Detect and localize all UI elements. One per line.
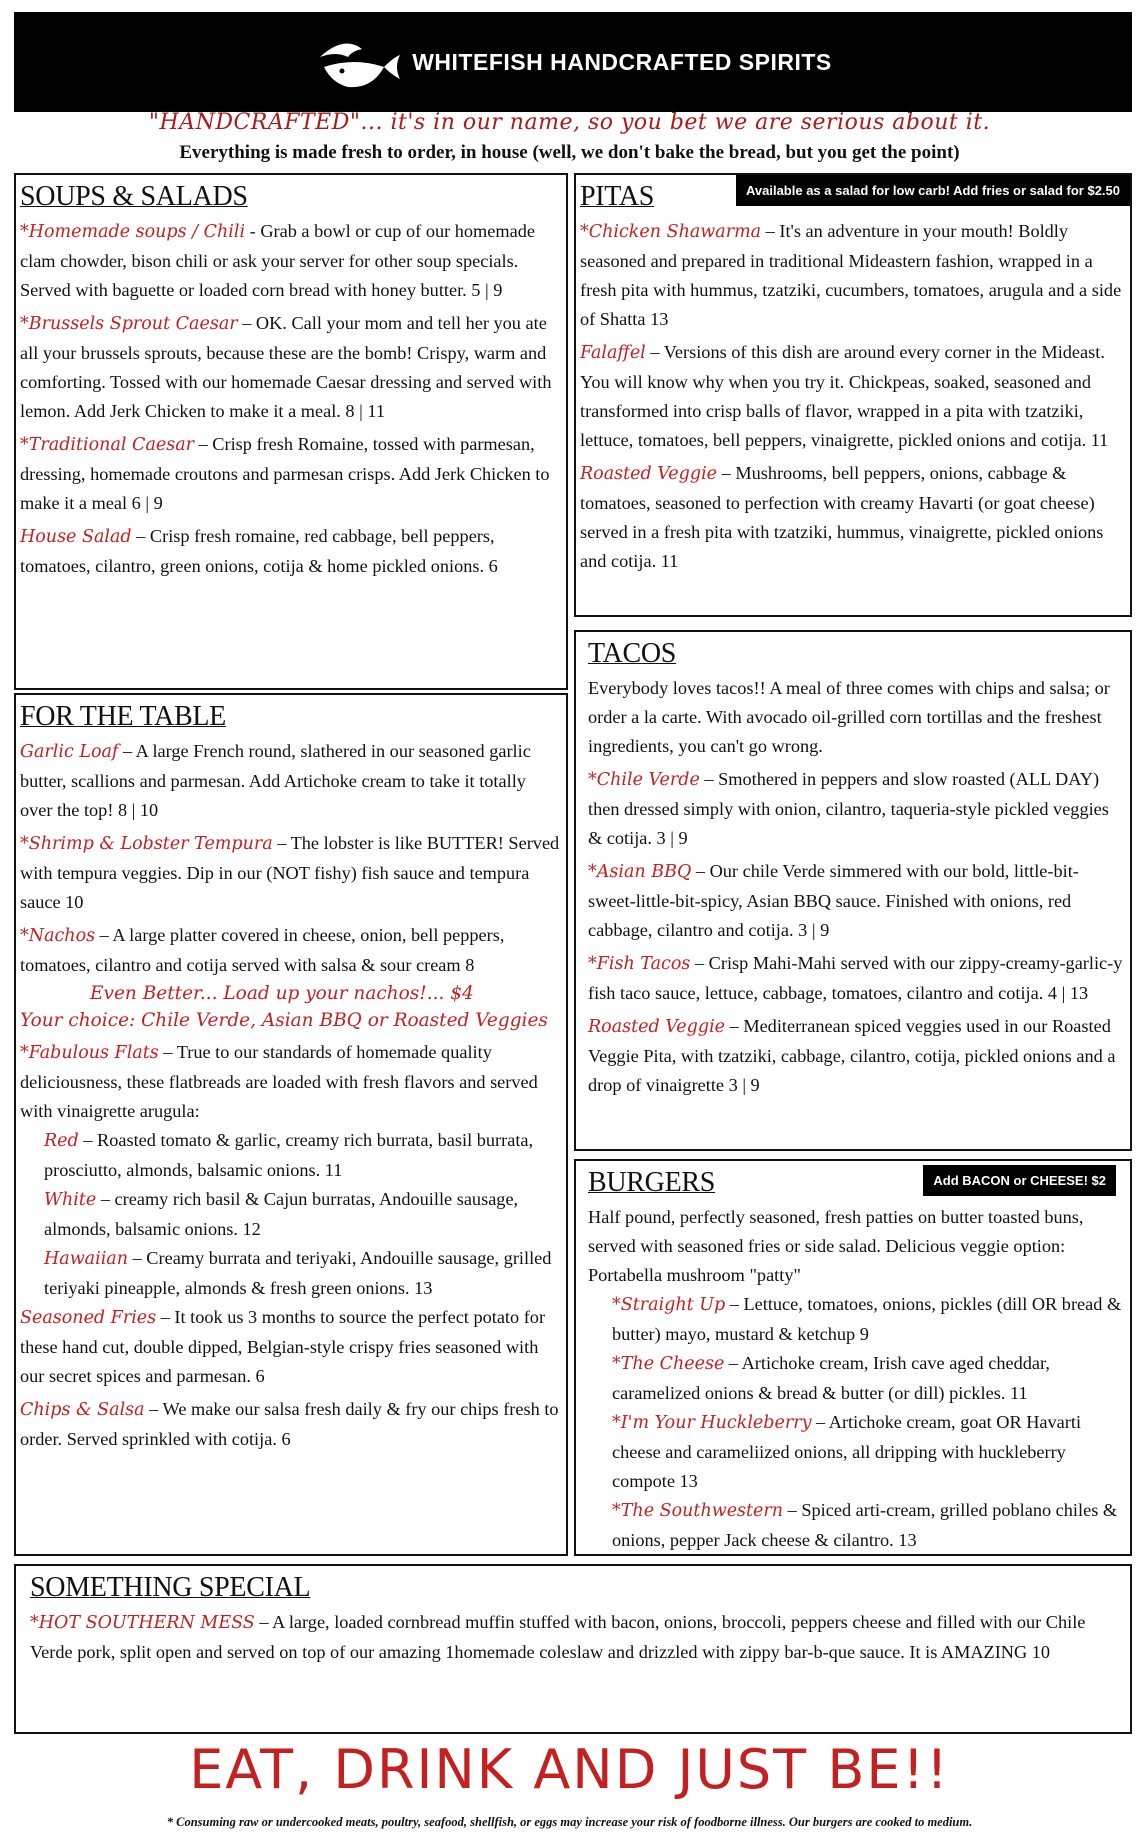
section-title: PITAS	[580, 181, 655, 212]
menu-item	[20, 829, 562, 917]
item-name: Chips & Salsa	[20, 1400, 145, 1420]
item-name: *HOT SOUTHERN MESS	[30, 1613, 255, 1633]
item-desc: – creamy rich basil & Cajun burratas, Andouille sausage, almonds, balsamic onions. 12	[44, 1189, 519, 1239]
tagline: "HANDCRAFTED"... it's in our name, so you bet we are serious about it.	[148, 110, 991, 135]
item-desc: – Smothered in peppers and slow roasted (ALL DAY) then dressed simply with onion, cilantro, taqueria-style pickled veggies & cotija. 3 | 9	[588, 769, 1109, 848]
brand-logo	[314, 27, 832, 97]
item-name: *Fish Tacos	[588, 954, 691, 974]
item-desc: – The lobster is like BUTTER! Served with tempura veggies. Dip in our (NOT fishy) fish sauce and tempura sauce 10	[20, 833, 560, 912]
pitas-badge: Available as a salad for low carb! Add fries or salad for $2.50	[736, 175, 1130, 206]
something-special-section	[14, 1564, 1132, 1734]
item-name: *Chicken Shawarma	[580, 222, 762, 242]
slogan: EAT, DRINK AND JUST BE!!	[189, 1738, 950, 1801]
menu-item	[588, 857, 1126, 945]
item-desc: – Mediterranean spiced veggies used in our Roasted Veggie Pita, with tzatziki, cabbage, cilantro, cotija, pickled onions and a drop of vinaigrette 3 | 9	[588, 1016, 1116, 1095]
section-title: FOR THE TABLE	[20, 701, 226, 732]
menu-item	[20, 921, 562, 980]
item-desc: – OK. Call your mom and tell her you ate all your brussels sprouts, because these are the bomb! Crispy, warm and comforting. Tossed with our homemade Caesar dressing and served with lemon. Add Jerk Chicken to make it a meal. 8 | 11	[20, 313, 552, 421]
item-desc: – Crisp Mahi-Mahi served with our zippy-creamy-garlic-y fish taco sauce, lettuce, cabbage, tomatoes, cilantro and cotija. 4 | 13	[588, 953, 1123, 1003]
item-desc: – It's an adventure in your mouth! Boldly seasoned and prepared in traditional Mideastern fashion, wrapped in a fresh pita with hummus, tzatziki, cucumbers, tomatoes, arugula and a side of Shatta 13	[580, 221, 1122, 329]
item-name: *Homemade soups / Chili	[20, 222, 246, 242]
item-desc: – Crisp fresh romaine, red cabbage, bell peppers, tomatoes, cilantro, green onions, cotija & home pickled onions. 6	[20, 526, 498, 576]
item-desc: – Artichoke cream, goat OR Havarti cheese and carameliized onions, all dripping with huckleberry compote 13	[612, 1412, 1082, 1491]
menu-item	[588, 1290, 1126, 1349]
item-desc: – True to our standards of homemade quality deliciousness, these flatbreads are loaded with fresh flavors and served with vinaigrette arugula:	[20, 1042, 538, 1121]
item-desc: – We make our salsa fresh daily & fry our chips fresh to order. Served sprinkled with cotija. 6	[20, 1399, 559, 1449]
nacho-choice-note: Your choice: Chile Verde, Asian BBQ or Roasted Veggies	[20, 1010, 548, 1031]
subtagline: Everything is made fresh to order, in house (well, we don't bake the bread, but you get the point)	[179, 142, 960, 163]
section-title: SOMETHING SPECIAL	[30, 1572, 311, 1603]
menu-item	[588, 949, 1126, 1008]
section-intro: Everybody loves tacos!! A meal of three comes with chips and salsa; or order a la carte. With avocado oil-grilled corn tortillas and the freshest ingredients, you can't go wrong.	[588, 678, 1110, 756]
menu-item	[580, 338, 1126, 455]
menu-item	[20, 1303, 562, 1391]
header-banner	[14, 12, 1132, 112]
item-name: *The Southwestern	[612, 1501, 784, 1521]
tacos-section	[574, 630, 1132, 1151]
nacho-upgrade-note: Even Better... Load up your nachos!... $4	[90, 983, 474, 1004]
brand-name: WHITEFISH HANDCRAFTED SPIRITS	[412, 48, 832, 75]
item-name: *Asian BBQ	[588, 862, 692, 882]
item-desc: – Versions of this dish are around every corner in the Mideast. You will know why when you try it. Chickpeas, soaked, seasoned and transformed into crisp balls of flavor, wrapped in a pita with tzatziki, lettuce, tomatoes, bell peppers, vinaigrette, pickled onions and cotija. 11	[580, 342, 1109, 450]
item-name: *Fabulous Flats	[20, 1043, 159, 1063]
menu-item	[588, 1496, 1126, 1555]
menu-item	[580, 459, 1126, 576]
item-name: *The Cheese	[612, 1354, 725, 1374]
item-desc: – Crisp fresh Romaine, tossed with parmesan, dressing, homemade croutons and parmesan crisps. Add Jerk Chicken to make it a meal 6 | 9	[20, 434, 550, 513]
item-name: *Nachos	[20, 926, 96, 946]
menu-item	[20, 430, 562, 518]
item-name: *I'm Your Huckleberry	[612, 1413, 812, 1433]
item-desc: – A large platter covered in cheese, onion, bell peppers, tomatoes, cilantro and cotija served with salsa & sour cream 8	[20, 925, 505, 975]
flat-item	[20, 1185, 562, 1244]
item-desc: – Spiced arti-cream, grilled poblano chiles & onions, pepper Jack cheese & cilantro. 13	[612, 1500, 1118, 1550]
menu-item	[580, 217, 1126, 334]
item-name: Hawaiian	[44, 1249, 129, 1269]
flat-item	[20, 1244, 562, 1303]
flat-item	[20, 1126, 562, 1185]
menu-item	[588, 1012, 1126, 1100]
whitefish-logo-icon	[314, 27, 404, 97]
item-desc: – Creamy burrata and teriyaki, Andouille sausage, grilled teriyaki pineapple, almonds & fresh green onions. 13	[44, 1248, 552, 1298]
item-name: Garlic Loaf	[20, 742, 119, 762]
section-title: TACOS	[588, 638, 677, 669]
item-name: Roasted Veggie	[580, 464, 718, 484]
soups-salads-section	[14, 173, 568, 690]
item-name: Falaffel	[580, 343, 646, 363]
item-desc: – A large, loaded cornbread muffin stuffed with bacon, onions, broccoli, peppers cheese and filled with our Chile Verde pork, split open and served on top of our amazing 1homemade coleslaw and drizzled with zippy bar-b-que sauce. It is AMAZING 10	[30, 1612, 1086, 1662]
item-desc: – A large French round, slathered in our seasoned garlic butter, scallions and parmesan. Add Artichoke cream to take it totally over the top! 8 | 10	[20, 741, 531, 820]
item-desc: – It took us 3 months to source the perfect potato for these hand cut, double dipped, Belgian-style crispy fries seasoned with our secret spices and parmesan. 6	[20, 1307, 546, 1386]
menu-item	[588, 765, 1126, 853]
menu-item	[20, 737, 562, 825]
food-safety-disclaimer: * Consuming raw or undercooked meats, poultry, seafood, shellfish, or eggs may increase your risk of foodborne illness. Our burgers are cooked to medium.	[166, 1815, 973, 1829]
item-name: *Brussels Sprout Caesar	[20, 314, 238, 334]
item-name: *Straight Up	[612, 1295, 726, 1315]
menu-item	[588, 1349, 1126, 1408]
menu-item	[20, 217, 562, 305]
item-desc: – Roasted tomato & garlic, creamy rich burrata, basil burrata, prosciutto, almonds, balsamic onions. 11	[44, 1130, 534, 1180]
item-name: *Traditional Caesar	[20, 435, 195, 455]
item-name: House Salad	[20, 527, 132, 547]
item-name: Roasted Veggie	[588, 1017, 726, 1037]
menu-item	[588, 1408, 1126, 1496]
menu-item	[30, 1608, 1116, 1667]
menu-item	[20, 522, 562, 581]
item-desc: – Artichoke cream, Irish cave aged cheddar, caramelized onions & bread & butter (or dill) pickles. 11	[612, 1353, 1050, 1403]
item-name: *Chile Verde	[588, 770, 700, 790]
section-title: BURGERS	[588, 1167, 716, 1198]
burgers-badge: Add BACON or CHEESE! $2	[923, 1165, 1116, 1196]
item-desc: – Our chile Verde simmered with our bold, little-bit-sweet-little-bit-spicy, Asian BBQ sauce. Finished with onions, red cabbage, cilantro and cotija. 3 | 9	[588, 861, 1079, 940]
item-name: Red	[44, 1131, 79, 1151]
item-desc: - Grab a bowl or cup of our homemade clam chowder, bison chili or ask your server for other soup specials. Served with baguette or loaded corn bread with honey butter. 5 | 9	[20, 221, 535, 300]
menu-item	[20, 1038, 562, 1126]
for-the-table-section	[14, 693, 568, 1556]
item-name: *Shrimp & Lobster Tempura	[20, 834, 273, 854]
item-name: White	[44, 1190, 97, 1210]
menu-item	[20, 309, 562, 426]
item-name: Seasoned Fries	[20, 1308, 157, 1328]
pitas-section	[574, 173, 1132, 617]
menu-item	[20, 1395, 562, 1454]
item-desc: – Lettuce, tomatoes, onions, pickles (dill OR bread & butter) mayo, mustard & ketchup 9	[612, 1294, 1122, 1344]
section-title: SOUPS & SALADS	[20, 181, 248, 212]
item-desc: – Mushrooms, bell peppers, onions, cabbage & tomatoes, seasoned to perfection with creamy Havarti (or goat cheese) served in a fresh pita with tzatziki, hummus, vinaigrette, pickled onions and cotija. 11	[580, 463, 1104, 571]
burgers-section	[574, 1159, 1132, 1556]
section-intro: Half pound, perfectly seasoned, fresh patties on butter toasted buns, served with seasoned fries or side salad. Delicious veggie option: Portabella mushroom "patty"	[588, 1207, 1084, 1285]
